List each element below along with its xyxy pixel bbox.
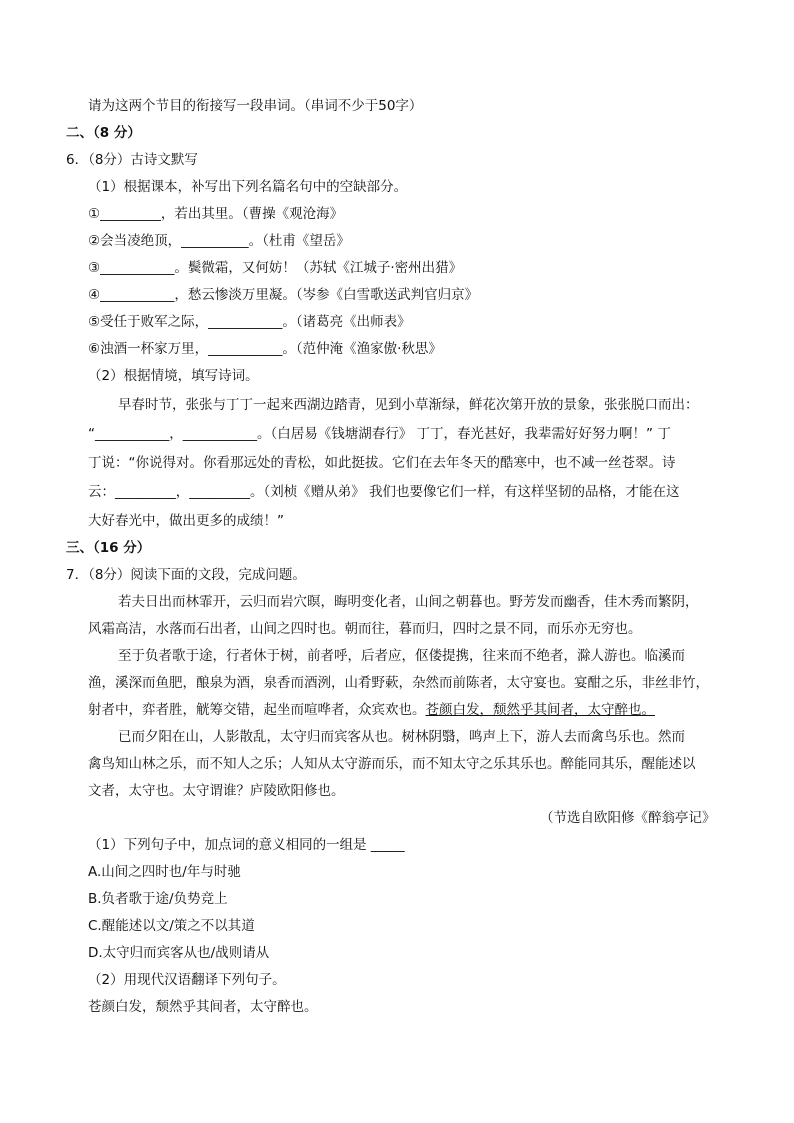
option-d: D.太守归而宾客从也/战则请从 [88,945,270,961]
passage-line: 已而夕阳在山，人影散乱，太守归而宾客从也。树林阴翳，鸣声上下，游人去而禽鸟乐也。然而 [118,729,685,745]
underlined-sentence: 苍颜白发，颓然乎其间者，太守醉也。 [425,702,655,718]
passage-line: 至于负者歌于途，行者休于树，前者呼，后者应，伛偻提携，往来而不绝者，滁人游也。临溪而 [118,648,685,664]
sub-question: （1）根据课本，补写出下列名篇名句中的空缺部分。 [88,179,408,195]
blank-item: ②会当凌绝顶，__________。（杜甫《望岳》 [88,233,350,249]
blank-item: ⑥浊酒一杯家万里，___________。（范仲淹《渔家傲·秋思》 [88,341,442,357]
section-heading: 二、（8 分） [66,125,141,141]
source-citation: （节选自欧阳修《醉翁亭记》 [540,810,716,826]
sub-question: （1）下列句子中，加点词的意义相同的一组是 _____ [88,837,405,853]
passage-line: 文者，太守也。太守谓谁？庐陵欧阳修也。 [88,783,345,799]
sub-question: （2）用现代汉语翻译下列句子。 [88,972,286,988]
sub-question: （2）根据情境，填写诗词。 [88,368,259,384]
passage-text: 射者中，弈者胜，觥筹交错，起坐而喧哗者，众宾欢也。 [88,702,426,718]
blank-item: ④___________，愁云惨淡万里凝。（岑参《白雪歌送武判官归京》 [88,287,479,303]
paragraph-line: 大好春光中，做出更多的成绩！” [88,513,284,529]
blank-item: ⑤受任于败军之际，___________。（诸葛亮《出师表》 [88,314,411,330]
passage-line: 风霜高洁，水落而石出者，山间之四时也。朝而往，暮而归，四时之景不同，而乐亦无穷也。 [88,621,642,637]
passage-line: 若夫日出而林霏开，云归而岩穴暝，晦明变化者，山间之朝暮也。野芳发而幽香，佳木秀而繁阴， [118,594,699,610]
question-title: 6．（8分）古诗文默写 [66,152,198,168]
passage-line [88,700,655,720]
option-b: B.负者歌于途/负势竞上 [88,891,228,907]
question-title: 7．（8分）阅读下面的文段，完成问题。 [66,567,306,583]
section-heading: 三、（16 分） [66,540,151,556]
translation-sentence: 苍颜白发，颓然乎其间者，太守醉也。 [88,999,318,1015]
blank-item: ①_________，若出其里。（曹操《观沧海》 [88,206,344,222]
passage-line: 渔，溪深而鱼肥，酿泉为酒，泉香而酒洌，山肴野蔌，杂然而前陈者，太守宴也。宴酣之乐，非丝非竹， [88,675,709,691]
passage-line: 禽鸟知山林之乐，而不知人之乐；人知从太守游而乐，而不知太守之乐其乐也。醉能同其乐，醒能述以 [88,756,696,772]
option-a: A.山间之四时也/年与时驰 [88,864,241,880]
option-c: C.醒能述以文/策之不以其道 [88,918,255,934]
text-line: 请为这两个节目的衔接写一段串词。（串词不少于50字） [88,98,423,114]
paragraph-line: 云：_________，_________。（刘桢《赠从弟》 我们也要像它们一样，有这样坚韧的品格，才能在这 [88,484,680,500]
paragraph-line: 早春时节，张张与丁丁一起来西湖边踏青，见到小草渐绿，鲜花次第开放的景象，张张脱口而出： [118,397,699,413]
blank-item: ③___________。鬓微霜，又何妨！（苏轼《江城子·密州出猎》 [88,260,463,276]
paragraph-line: 丁说：“你说得对。你看那远处的青松，如此挺拔。它们在去年冬天的酷寒中，也不减一丝苍翠。诗 [88,455,676,471]
paragraph-line: “___________，___________。（白居易《钱塘湖春行》 丁丁，春光甚好，我辈需好好努力啊！” 丁 [88,426,671,442]
